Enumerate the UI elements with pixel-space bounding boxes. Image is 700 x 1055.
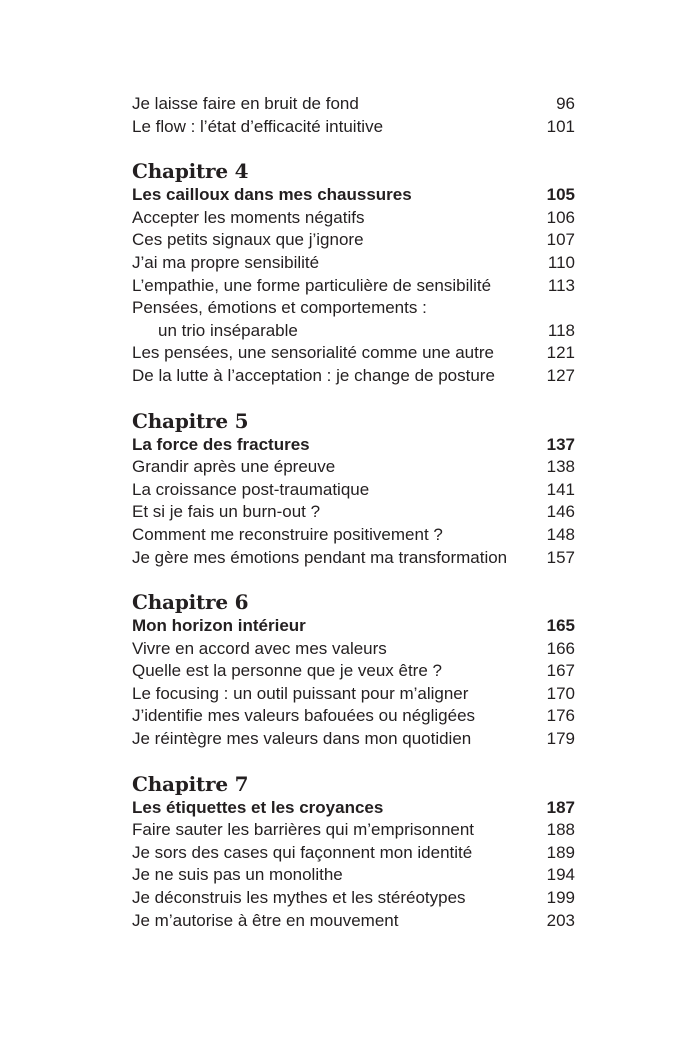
- entry-title: Je ne suis pas un monolithe: [132, 865, 343, 885]
- toc-entry: [132, 320, 575, 343]
- chapter-heading: Chapitre 6: [132, 590, 249, 615]
- chapter-title: Mon horizon intérieur: [132, 616, 306, 636]
- entry-title: un trio inséparable: [158, 320, 298, 340]
- toc-entry: [132, 479, 575, 502]
- entry-title: Grandir après une épreuve: [132, 457, 336, 477]
- entry-title: Comment me reconstruire positivement ?: [132, 524, 443, 544]
- page-number: 106: [546, 207, 575, 227]
- chapter-title-row: [132, 184, 575, 207]
- page-number: 146: [546, 502, 575, 522]
- entry-title: Je sors des cases qui façonnent mon identité: [132, 842, 473, 862]
- entry-title: J’identifie mes valeurs bafouées ou négligées: [132, 706, 476, 726]
- page-number: 101: [546, 116, 575, 136]
- page-number: 141: [546, 479, 575, 499]
- entry-title: De la lutte à l’acceptation : je change de posture: [132, 365, 495, 385]
- chapter-title-row: [132, 797, 575, 820]
- page-number: 96: [556, 94, 575, 113]
- page-number: 188: [546, 820, 575, 840]
- toc-entry: [132, 229, 575, 252]
- entry-title: Accepter les moments négatifs: [132, 207, 365, 227]
- toc-entry: [132, 547, 575, 570]
- entry-title: Je déconstruis les mythes et les stéréotypes: [132, 888, 466, 908]
- entry-title: Et si je fais un burn-out ?: [132, 502, 321, 522]
- entry-title: Pensées, émotions et comportements :: [132, 298, 427, 318]
- chapter-title: La force des fractures: [132, 434, 310, 454]
- entry-title: Je m’autorise à être en mouvement: [132, 910, 399, 930]
- page-number: 138: [546, 457, 575, 477]
- toc-entry: [132, 819, 575, 842]
- page-number: 148: [546, 524, 575, 544]
- toc-entry: [132, 660, 575, 683]
- toc-entry: [132, 864, 575, 887]
- entry-title: L’empathie, une forme particulière de sensibilité: [132, 275, 492, 295]
- entry-title: Les pensées, une sensorialité comme une autre: [132, 343, 494, 363]
- page-number: 199: [546, 888, 575, 908]
- toc-entry: [132, 683, 575, 706]
- page-number: 203: [546, 910, 575, 930]
- chapter-title-row: [132, 615, 575, 638]
- page-number: 118: [547, 320, 575, 340]
- toc-continued-section: [132, 93, 575, 138]
- page-number: 194: [546, 865, 575, 885]
- page-number: 176: [546, 706, 575, 726]
- chapter-title: Les cailloux dans mes chaussures: [132, 185, 412, 205]
- page-number: 167: [546, 661, 575, 681]
- page-number: 127: [546, 365, 575, 385]
- chapter-heading: Chapitre 4: [132, 159, 249, 184]
- page-number: 110: [547, 252, 575, 272]
- page-number: 165: [546, 616, 575, 636]
- entry-title: Le flow : l’état d’efficacité intuitive: [132, 116, 384, 136]
- toc-entry: [132, 365, 575, 388]
- entry-title: Je laisse faire en bruit de fond: [132, 94, 359, 113]
- chapter-heading: Chapitre 5: [132, 408, 249, 433]
- entry-title: Ces petits signaux que j’ignore: [132, 230, 364, 250]
- entry-title: Le focusing : un outil puissant pour m’aligner: [132, 683, 469, 703]
- toc-entry: [132, 116, 575, 139]
- entry-title: Quelle est la personne que je veux être ?: [132, 661, 442, 681]
- toc-entry: [132, 728, 575, 751]
- toc-entry: [132, 501, 575, 524]
- chapter-title: Les étiquettes et les croyances: [132, 797, 384, 817]
- toc-entry: [132, 638, 575, 661]
- toc-entry: [132, 297, 575, 320]
- toc-entry: [132, 524, 575, 547]
- entry-title: Je gère mes émotions pendant ma transformation: [132, 547, 508, 567]
- page-number: 121: [546, 343, 575, 363]
- entry-title: Je réintègre mes valeurs dans mon quotidien: [132, 729, 472, 749]
- entry-title: J’ai ma propre sensibilité: [132, 252, 320, 272]
- chapter-heading: Chapitre 7: [132, 771, 249, 796]
- toc-entry: [132, 252, 575, 275]
- toc-entry: [132, 456, 575, 479]
- toc-entry: [132, 842, 575, 865]
- page-number: 113: [547, 275, 575, 295]
- toc-chapter-section: [132, 589, 575, 751]
- toc-entry: [132, 207, 575, 230]
- page-number: 166: [546, 638, 575, 658]
- toc-chapter-section: [132, 158, 575, 387]
- chapter-title-row: [132, 434, 575, 457]
- table-of-contents: [132, 93, 575, 932]
- toc-entry: [132, 705, 575, 728]
- page-number: 137: [546, 434, 575, 454]
- page-number: 179: [546, 729, 575, 749]
- toc-chapter-section: [132, 408, 575, 570]
- page-number: 107: [546, 230, 575, 250]
- entry-title: La croissance post-traumatique: [132, 479, 370, 499]
- page-number: 105: [546, 185, 575, 205]
- page-number: 170: [546, 683, 575, 703]
- toc-entry: [132, 275, 575, 298]
- page-number: 157: [546, 547, 575, 567]
- entry-title: Faire sauter les barrières qui m’emprisonnent: [132, 820, 475, 840]
- page-number: 187: [546, 797, 575, 817]
- toc-chapter-section: [132, 771, 575, 933]
- toc-entry: [132, 93, 575, 116]
- toc-entry: [132, 910, 575, 933]
- toc-entry: [132, 342, 575, 365]
- entry-title: Vivre en accord avec mes valeurs: [132, 638, 387, 658]
- page-number: 189: [546, 842, 575, 862]
- toc-entry: [132, 887, 575, 910]
